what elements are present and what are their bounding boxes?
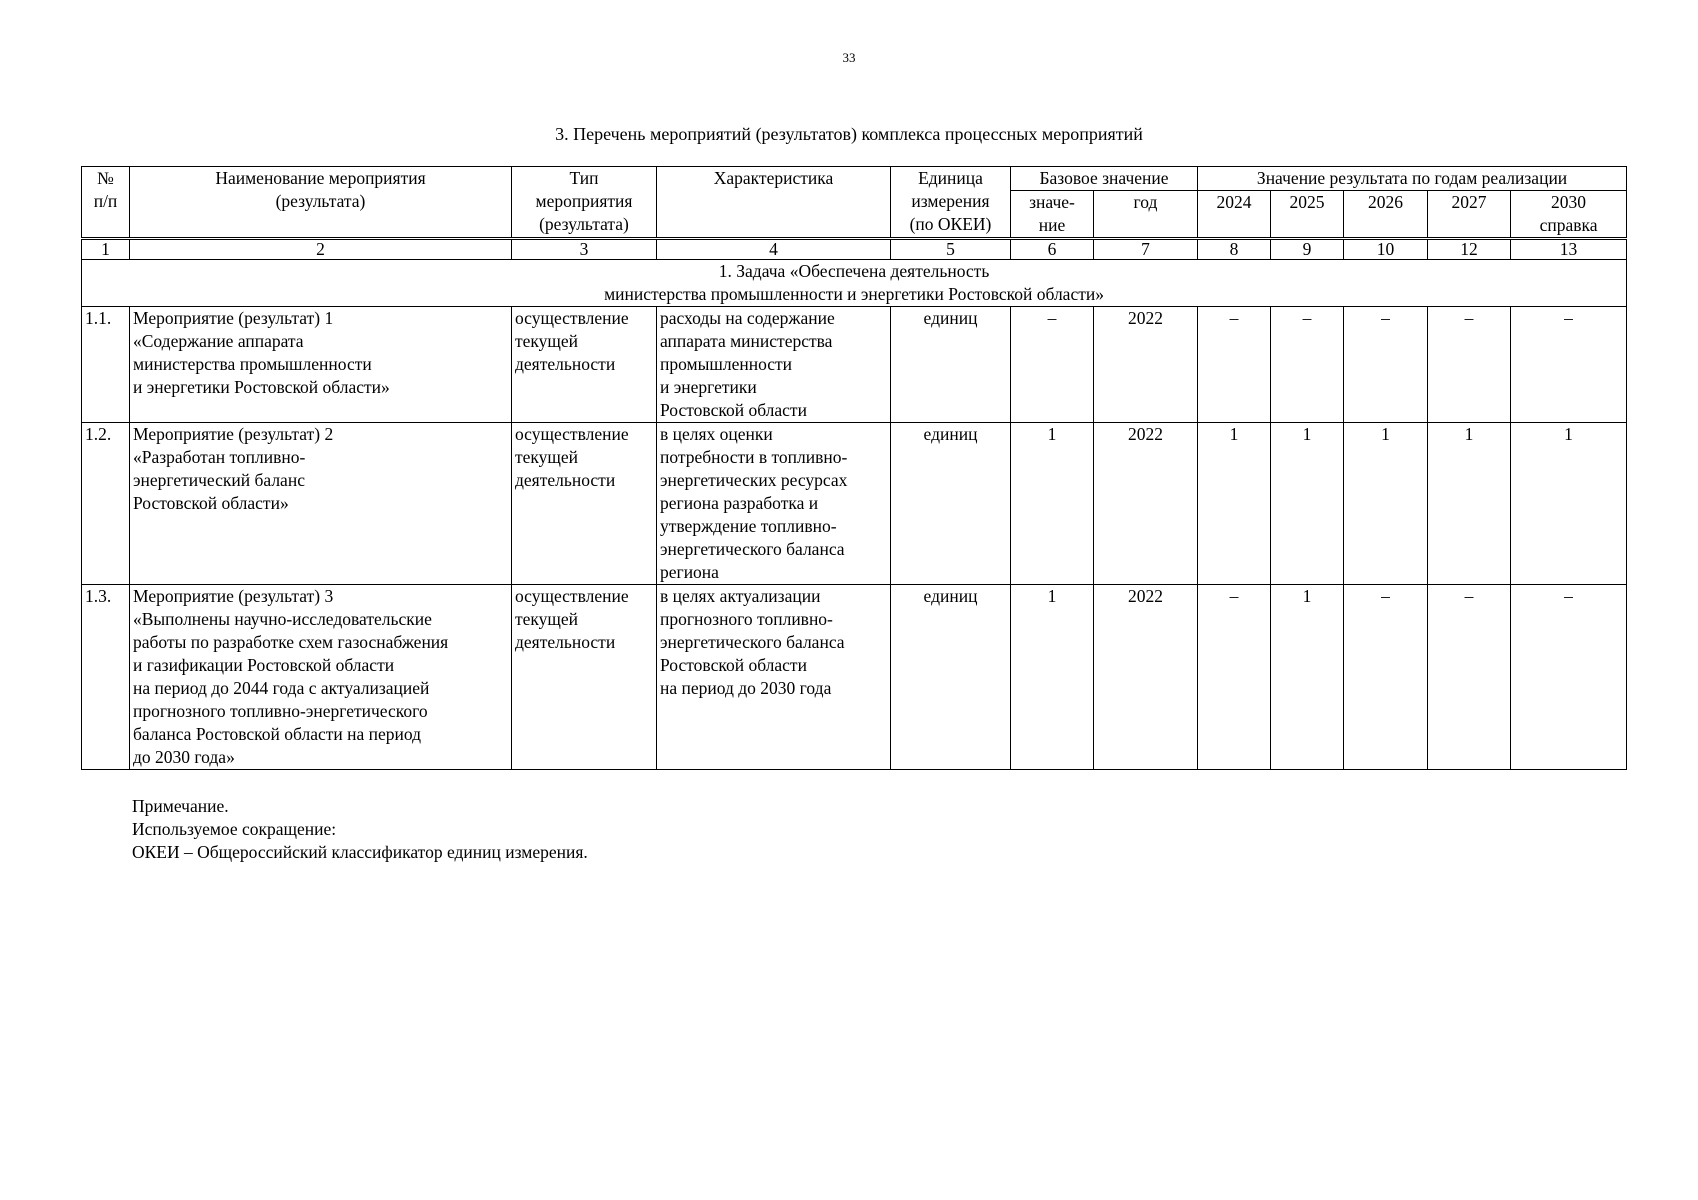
task-title: 1. Задача «Обеспечена деятельность министерства промышленности и энергетики Ростовской области» — [82, 260, 1627, 307]
row-value-2030: 1 — [1511, 423, 1627, 585]
table-row — [82, 423, 1627, 585]
header-row-top — [82, 167, 1627, 191]
column-number: 13 — [1511, 239, 1627, 260]
column-number: 5 — [891, 239, 1011, 260]
document-title: 3. Перечень мероприятий (результатов) комплекса процессных мероприятий — [555, 124, 1143, 144]
note-okei-definition: ОКЕИ – Общероссийский классификатор единиц измерения. — [132, 842, 588, 862]
header-base-year: год — [1094, 191, 1198, 239]
row-value-2030: – — [1511, 585, 1627, 770]
row-characteristic: в целях оценки потребности в топливно- энергетических ресурсах региона разработка и утверждение топливно- энергетического баланса региона — [657, 423, 891, 585]
column-number: 2 — [130, 239, 512, 260]
column-number: 10 — [1344, 239, 1428, 260]
note-abbreviation-label: Используемое сокращение: — [132, 819, 337, 839]
header-year-2026: 2026 — [1344, 191, 1428, 239]
row-value-2025: – — [1271, 307, 1344, 423]
header-type: Тип мероприятия (результата) — [512, 167, 657, 239]
header-unit: Единица измерения (по ОКЕИ) — [891, 167, 1011, 239]
row-name: Мероприятие (результат) 3 «Выполнены научно-исследовательские работы по разработке схем газоснабжения и газификации Ростовской области на период до 2044 года с актуализацией прогнозного топливно-энергетического баланса Ростовской области на период до 2030 года» — [130, 585, 512, 770]
header-year-2030: 2030 справка — [1511, 191, 1627, 239]
column-number: 7 — [1094, 239, 1198, 260]
column-numbers-row — [82, 239, 1627, 260]
row-value-2026: – — [1344, 585, 1428, 770]
column-number: 6 — [1011, 239, 1094, 260]
note-block — [132, 795, 588, 864]
column-number: 9 — [1271, 239, 1344, 260]
row-type: осуществление текущей деятельности — [512, 585, 657, 770]
table-row — [82, 307, 1627, 423]
row-base-value: 1 — [1011, 585, 1094, 770]
row-name: Мероприятие (результат) 2 «Разработан топливно- энергетический баланс Ростовской области» — [130, 423, 512, 585]
header-base-value: значе- ние — [1011, 191, 1094, 239]
row-base-value: 1 — [1011, 423, 1094, 585]
header-name: Наименование мероприятия (результата) — [130, 167, 512, 239]
header-num: № п/п — [82, 167, 130, 239]
row-value-2026: 1 — [1344, 423, 1428, 585]
row-value-2027: – — [1428, 585, 1511, 770]
row-num: 1.2. — [82, 423, 130, 585]
header-characteristic: Характеристика — [657, 167, 891, 239]
row-unit: единиц — [891, 585, 1011, 770]
note-heading: Примечание. — [132, 796, 229, 816]
row-value-2026: – — [1344, 307, 1428, 423]
page-number: 33 — [842, 50, 856, 65]
header-year-2024: 2024 — [1198, 191, 1271, 239]
column-number: 8 — [1198, 239, 1271, 260]
row-base-value: – — [1011, 307, 1094, 423]
row-unit: единиц — [891, 423, 1011, 585]
header-years-group: Значение результата по годам реализации — [1198, 167, 1627, 191]
header-base-group: Базовое значение — [1011, 167, 1198, 191]
measures-table — [81, 166, 1627, 770]
row-base-year: 2022 — [1094, 585, 1198, 770]
row-characteristic: расходы на содержание аппарата министерства промышленности и энергетики Ростовской области — [657, 307, 891, 423]
row-value-2027: – — [1428, 307, 1511, 423]
column-number: 12 — [1428, 239, 1511, 260]
row-value-2024: – — [1198, 585, 1271, 770]
row-characteristic: в целях актуализации прогнозного топливно- энергетического баланса Ростовской области на период до 2030 года — [657, 585, 891, 770]
row-value-2025: 1 — [1271, 585, 1344, 770]
row-value-2030: – — [1511, 307, 1627, 423]
header-year-2027: 2027 — [1428, 191, 1511, 239]
row-value-2025: 1 — [1271, 423, 1344, 585]
column-number: 3 — [512, 239, 657, 260]
row-unit: единиц — [891, 307, 1011, 423]
row-value-2024: – — [1198, 307, 1271, 423]
row-value-2027: 1 — [1428, 423, 1511, 585]
row-type: осуществление текущей деятельности — [512, 307, 657, 423]
row-num: 1.1. — [82, 307, 130, 423]
row-num: 1.3. — [82, 585, 130, 770]
table-row — [82, 585, 1627, 770]
column-number: 1 — [82, 239, 130, 260]
row-base-year: 2022 — [1094, 307, 1198, 423]
row-type: осуществление текущей деятельности — [512, 423, 657, 585]
header-year-2025: 2025 — [1271, 191, 1344, 239]
row-name: Мероприятие (результат) 1 «Содержание аппарата министерства промышленности и энергетики Ростовской области» — [130, 307, 512, 423]
row-value-2024: 1 — [1198, 423, 1271, 585]
task-row — [82, 260, 1627, 307]
column-number: 4 — [657, 239, 891, 260]
row-base-year: 2022 — [1094, 423, 1198, 585]
